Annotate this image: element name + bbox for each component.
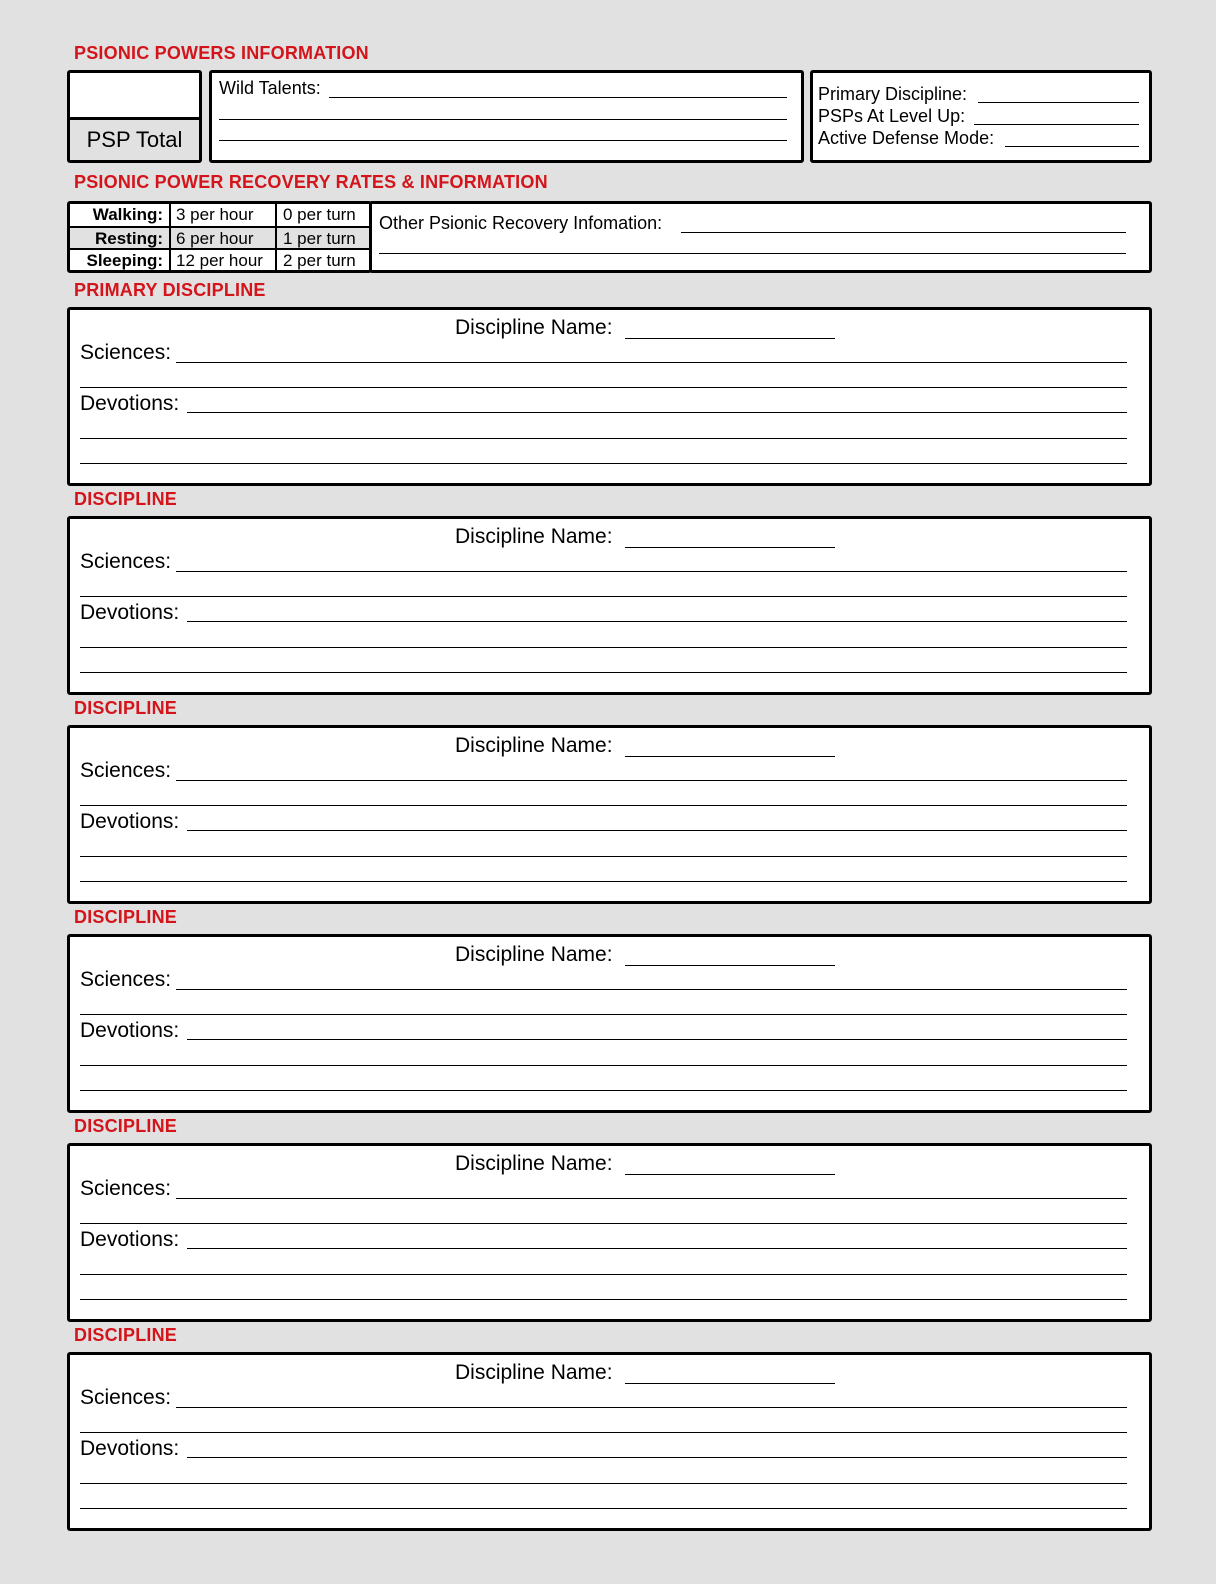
sciences-line-2[interactable] [80, 805, 1127, 806]
devotions-line-2[interactable] [80, 647, 1127, 648]
devotions-line-1[interactable] [187, 1457, 1127, 1458]
other-recovery-box [369, 201, 1152, 273]
psp-total-box [67, 70, 202, 163]
active-defense-label: Active Defense Mode: [818, 128, 995, 148]
devotions-label: Devotions: [80, 1228, 180, 1251]
sciences-label: Sciences: [80, 1386, 172, 1409]
sciences-line-1[interactable] [176, 780, 1127, 781]
wild-talents-box [209, 70, 804, 163]
devotions-line-1[interactable] [187, 1248, 1127, 1249]
section-title-discipline-3: DISCIPLINE [74, 698, 178, 718]
devotions-line-2[interactable] [80, 1065, 1127, 1066]
sciences-label: Sciences: [80, 550, 172, 573]
discipline-name-line[interactable] [625, 965, 835, 966]
active-defense-line[interactable] [1005, 146, 1139, 147]
wild-talents-line-3[interactable] [219, 140, 787, 141]
section-title-discipline-6: DISCIPLINE [74, 1325, 178, 1345]
devotions-line-1[interactable] [187, 830, 1127, 831]
recovery-table [67, 201, 372, 273]
recovery-row-walking [70, 204, 369, 226]
discipline-box-2 [67, 516, 1152, 695]
recovery-row-sleeping [70, 248, 369, 272]
discipline-name-label: Discipline Name: [455, 943, 613, 966]
discipline-name-line[interactable] [625, 338, 835, 339]
psp-total-label: PSP Total [70, 120, 199, 160]
sciences-line-2[interactable] [80, 1432, 1127, 1433]
sciences-line-1[interactable] [176, 989, 1127, 990]
recovery-state: Resting: [70, 228, 171, 250]
discipline-box-primary [67, 307, 1152, 486]
recovery-state: Sleeping: [70, 250, 171, 272]
devotions-line-2[interactable] [80, 856, 1127, 857]
primary-discipline-line[interactable] [978, 102, 1139, 103]
discipline-box-6 [67, 1352, 1152, 1531]
devotions-line-1[interactable] [187, 412, 1127, 413]
recovery-state: Walking: [70, 204, 171, 226]
sciences-label: Sciences: [80, 1177, 172, 1200]
sciences-line-2[interactable] [80, 596, 1127, 597]
wild-talents-line-1[interactable] [329, 97, 787, 98]
discipline-name-label: Discipline Name: [455, 316, 613, 339]
devotions-line-3[interactable] [80, 881, 1127, 882]
sciences-line-1[interactable] [176, 571, 1127, 572]
devotions-line-3[interactable] [80, 672, 1127, 673]
primary-discipline-label: Primary Discipline: [818, 84, 968, 104]
discipline-box-3 [67, 725, 1152, 904]
discipline-name-label: Discipline Name: [455, 1361, 613, 1384]
discipline-box-4 [67, 934, 1152, 1113]
discipline-name-line[interactable] [625, 1174, 835, 1175]
discipline-box-5 [67, 1143, 1152, 1322]
sciences-line-2[interactable] [80, 1014, 1127, 1015]
recovery-hour: 12 per hour [171, 250, 277, 272]
devotions-label: Devotions: [80, 392, 180, 415]
devotions-label: Devotions: [80, 1019, 180, 1042]
devotions-line-1[interactable] [187, 621, 1127, 622]
devotions-line-3[interactable] [80, 1299, 1127, 1300]
devotions-line-3[interactable] [80, 463, 1127, 464]
section-title-primary-discipline: PRIMARY DISCIPLINE [74, 280, 266, 300]
psp-total-field[interactable] [70, 73, 199, 120]
sciences-label: Sciences: [80, 341, 172, 364]
discipline-name-line[interactable] [625, 547, 835, 548]
section-title-discipline-2: DISCIPLINE [74, 489, 178, 509]
devotions-line-1[interactable] [187, 1039, 1127, 1040]
section-title-recovery: PSIONIC POWER RECOVERY RATES & INFORMATION [74, 172, 548, 192]
sciences-label: Sciences: [80, 968, 172, 991]
recovery-turn: 1 per turn [283, 229, 356, 248]
discipline-name-line[interactable] [625, 1383, 835, 1384]
wild-talents-line-2[interactable] [219, 119, 787, 120]
recovery-turn: 2 per turn [283, 251, 356, 270]
sciences-label: Sciences: [80, 759, 172, 782]
recovery-hour: 3 per hour [171, 204, 277, 226]
discipline-name-label: Discipline Name: [455, 1152, 613, 1175]
devotions-line-2[interactable] [80, 438, 1127, 439]
sciences-line-2[interactable] [80, 387, 1127, 388]
wild-talents-label: Wild Talents: [219, 78, 321, 98]
devotions-line-3[interactable] [80, 1508, 1127, 1509]
devotions-line-2[interactable] [80, 1483, 1127, 1484]
psps-level-up-label: PSPs At Level Up: [818, 106, 966, 126]
devotions-line-3[interactable] [80, 1090, 1127, 1091]
discipline-name-label: Discipline Name: [455, 734, 613, 757]
sciences-line-2[interactable] [80, 1223, 1127, 1224]
recovery-row-resting [70, 226, 369, 250]
devotions-label: Devotions: [80, 1437, 180, 1460]
discipline-name-line[interactable] [625, 756, 835, 757]
recovery-hour: 6 per hour [171, 228, 277, 250]
section-title-powers-info: PSIONIC POWERS INFORMATION [74, 43, 369, 63]
section-title-discipline-5: DISCIPLINE [74, 1116, 178, 1136]
devotions-label: Devotions: [80, 601, 180, 624]
devotions-label: Devotions: [80, 810, 180, 833]
primary-info-box [810, 70, 1152, 163]
other-recovery-line-2[interactable] [379, 253, 1126, 254]
sciences-line-1[interactable] [176, 1407, 1127, 1408]
other-recovery-line-1[interactable] [681, 232, 1126, 233]
discipline-name-label: Discipline Name: [455, 525, 613, 548]
psps-level-up-line[interactable] [974, 124, 1139, 125]
devotions-line-2[interactable] [80, 1274, 1127, 1275]
other-recovery-label: Other Psionic Recovery Infomation: [379, 213, 663, 233]
section-title-discipline-4: DISCIPLINE [74, 907, 178, 927]
sciences-line-1[interactable] [176, 362, 1127, 363]
recovery-turn: 0 per turn [283, 205, 356, 224]
sciences-line-1[interactable] [176, 1198, 1127, 1199]
